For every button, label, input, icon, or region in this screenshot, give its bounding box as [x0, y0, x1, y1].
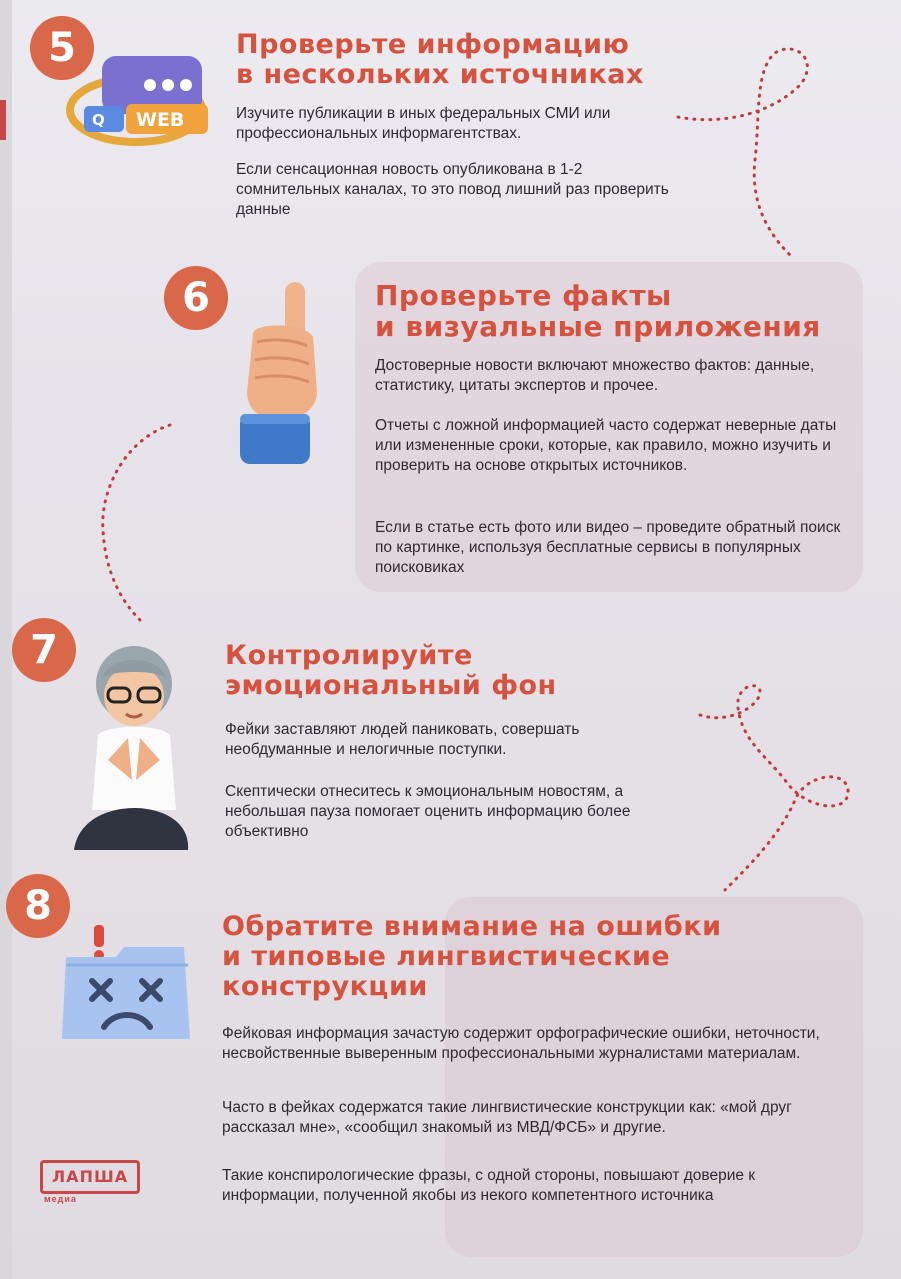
web-chat-icon	[62, 48, 217, 148]
section-7-title-line-2: эмоциональный фон	[225, 670, 557, 702]
section-8-title-line-1: Обратите внимание на ошибки	[222, 911, 722, 942]
section-8-paragraph-2: Часто в фейках содержатся такие лингвистические конструкции как: «мой друг рассказал мне», «сообщил знакомый из МВД/ФСБ» и другие.	[222, 1099, 792, 1136]
section-5-title	[236, 30, 644, 90]
pointing-hand-icon	[235, 282, 325, 467]
section-6-paragraph-3: Если в статье есть фото или видео – проведите обратный поиск по картинке, используя бесплатные сервисы в популярных поисковиках	[375, 519, 841, 576]
brand-logo-subtitle: медиа	[44, 1194, 77, 1204]
section-6-paragraph-2: Отчеты с ложной информацией часто содержат неверные даты или измененные сроки, которые, как правило, можно изучить и проверить на основе открытых источников.	[375, 417, 837, 474]
section-8-title	[222, 912, 722, 1003]
section-8-title-line-2: и типовые лингвистические	[222, 941, 671, 973]
svg-text:Q: Q	[92, 111, 105, 129]
section-5-title-line-2: в нескольких источниках	[236, 59, 644, 91]
section-7-title	[225, 641, 557, 701]
section-5-number: 5	[30, 16, 94, 80]
dotted-line-right	[680, 680, 860, 900]
left-edge-strip	[0, 0, 12, 1279]
section-8-number: 8	[6, 874, 70, 938]
section-5-title-line-1: Проверьте информацию	[236, 29, 630, 60]
section-6-paragraph-1: Достоверные новости включают множество фактов: данные, статистику, цитаты экспертов и прочее.	[375, 357, 815, 394]
dotted-line-top	[660, 35, 820, 260]
section-6-title-line-1: Проверьте факты	[375, 279, 672, 312]
left-edge-mark	[0, 100, 6, 140]
sad-folder-icon	[58, 925, 198, 1045]
web-label: WEB	[136, 109, 185, 131]
section-7-paragraph-2: Скептически отнеситесь к эмоциональным новостям, а небольшая пауза помогает оценить информацию более объективно	[225, 783, 631, 840]
section-7-title-line-1: Контролируйте	[225, 640, 473, 671]
meditating-person-icon	[68, 640, 193, 860]
section-6-title	[375, 280, 821, 343]
section-6-number: 6	[164, 266, 228, 330]
section-7-number: 7	[12, 618, 76, 682]
section-8-title-line-3: конструкции	[222, 971, 428, 1003]
section-5-paragraph-2: Если сенсационная новость опубликована в 1-2 сомнительных каналах, то это повод лишний раз проверить данные	[236, 161, 669, 218]
brand-logo: ЛАПША	[40, 1160, 140, 1194]
section-7-paragraph-1: Фейки заставляют людей паниковать, совершать необдуманные и нелогичные поступки.	[225, 721, 580, 758]
section-5-paragraph-1: Изучите публикации в иных федеральных СМИ или профессиональных информагентствах.	[236, 105, 611, 142]
section-6-title-line-2: и визуальные приложения	[375, 310, 821, 344]
section-8-paragraph-1: Фейковая информация зачастую содержит орфографические ошибки, неточности, несвойственные выверенным профессиональными журналистами материалам.	[222, 1025, 820, 1062]
dotted-line-middle	[85, 420, 175, 625]
section-8-paragraph-3: Такие конспирологические фразы, с одной стороны, повышают доверие к информации, полученной якобы из некого компетентного источника	[222, 1167, 756, 1204]
